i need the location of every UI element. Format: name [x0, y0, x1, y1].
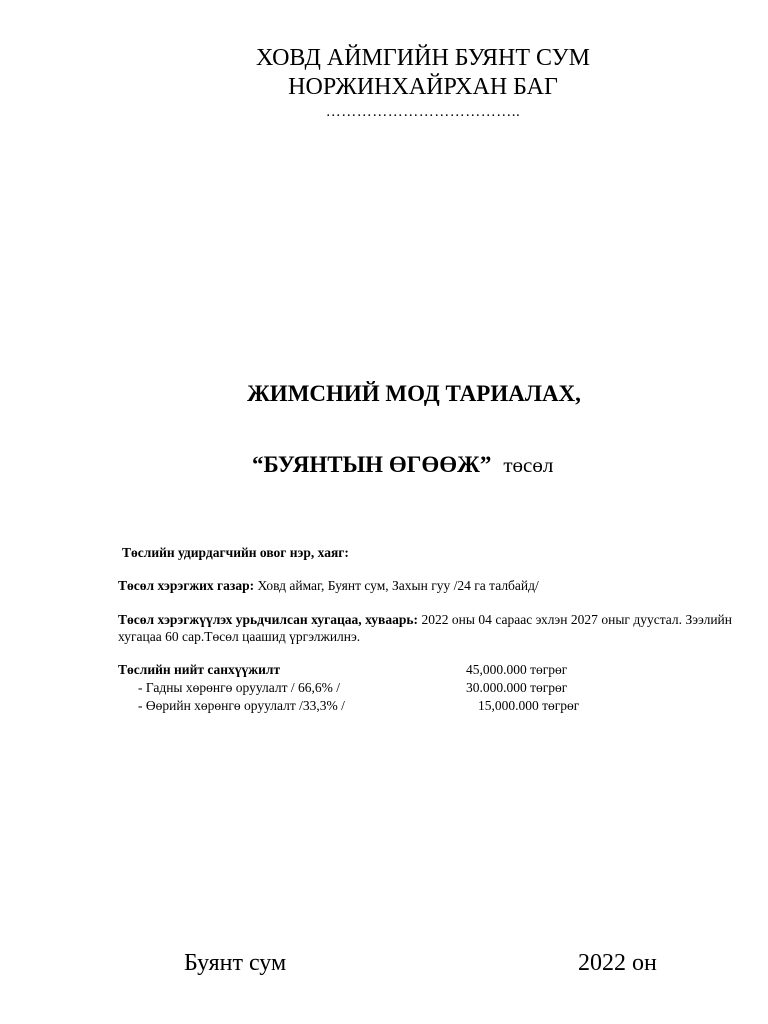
project-word: төсөл: [503, 453, 554, 477]
financing-total-value: 45,000.000 төгрөг: [466, 662, 568, 677]
header-line-2: НОРЖИНХАЙРХАН БАГ: [288, 74, 558, 100]
leader-label: Төслийн удирдагчийн овог нэр, хаяг:: [122, 545, 349, 560]
financing-own-label: - Өөрийн хөрөнгө оруулалт /33,3% /: [138, 698, 345, 713]
schedule-paragraph: [118, 611, 732, 645]
footer-year: 2022 он: [578, 950, 657, 976]
header-line-1: ХОВД АЙМГИЙН БУЯНТ СУМ: [255, 45, 591, 71]
schedule-value: 2022 оны 04 сараас эхлэн 2027 оныг дуустал. Зээлийн хугацаа 60 сар.Төсөл цаашид үргэлжилнэ.: [118, 612, 732, 644]
financing-external-value: 30.000.000 төгрөг: [466, 680, 568, 695]
project-name: “БУЯНТЫН ӨГӨӨЖ”: [252, 452, 492, 477]
location-label: Төсөл хэрэгжих газар:: [118, 578, 255, 593]
schedule-label: Төсөл хэрэгжүүлэх урьдчилсан хугацаа, хуваарь:: [118, 612, 418, 627]
document-title: ЖИМСНИЙ МОД ТАРИАЛАХ,: [247, 381, 581, 406]
project-title: [252, 452, 553, 478]
location-value: Ховд аймаг, Буянт сум, Захын гуу /24 га талбайд/: [257, 578, 539, 593]
header-dotted-line: ………………………………..: [325, 104, 521, 120]
financing-own-value: 15,000.000 төгрөг: [478, 698, 580, 713]
location-paragraph: [118, 577, 732, 594]
financing-external-label: - Гадны хөрөнгө оруулалт / 66,6% /: [138, 680, 340, 695]
footer-place: Буянт сум: [184, 950, 287, 976]
financing-total-label: Төслийн нийт санхүүжилт: [118, 662, 281, 677]
